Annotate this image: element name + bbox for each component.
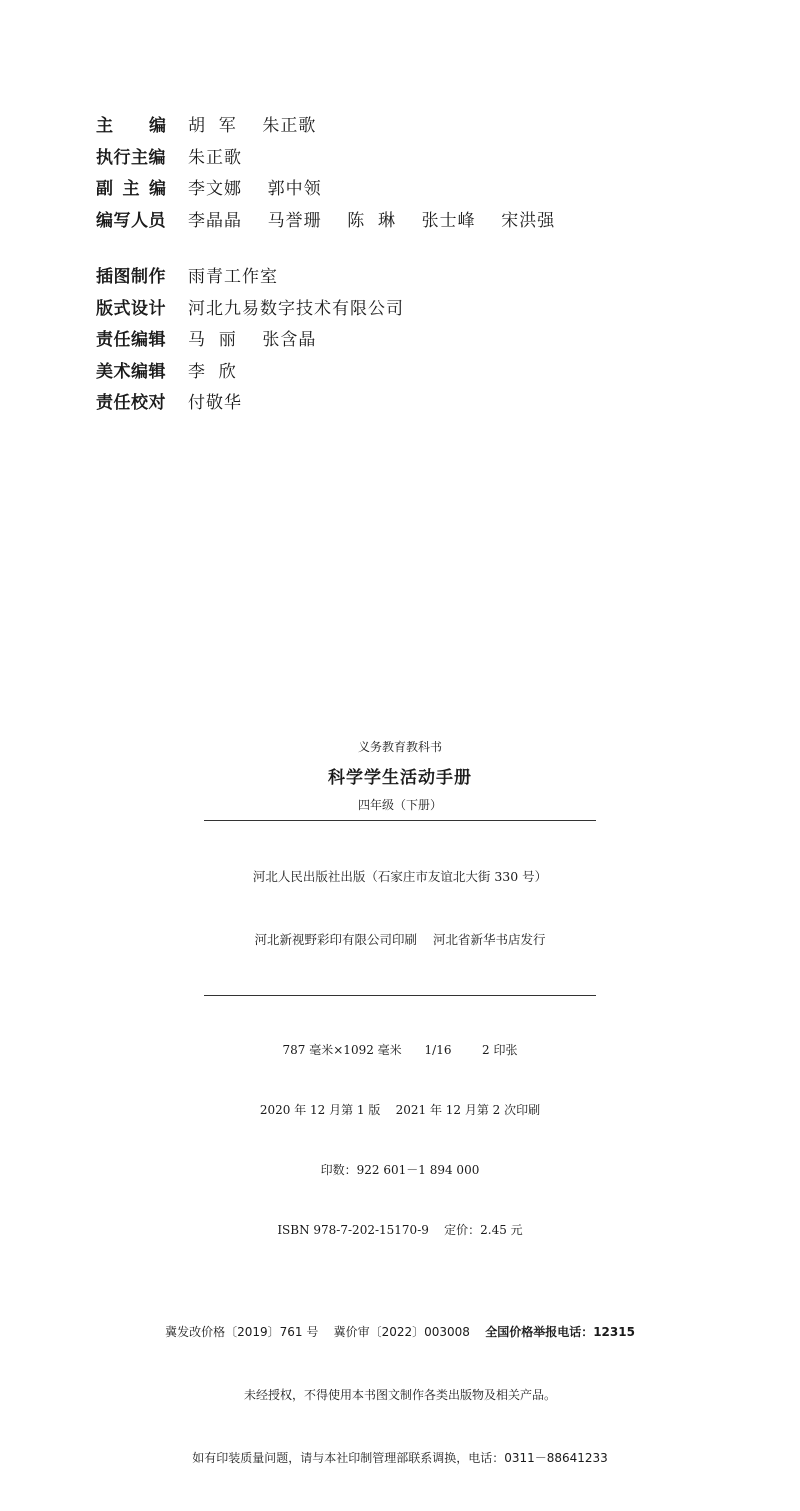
credit-row-executive-editor [96, 140, 555, 172]
credit-role: 执行主编 [96, 147, 166, 168]
credit-names: 李晶晶 马誉珊 陈 琳 张士峰 宋洪强 [188, 210, 556, 231]
publisher-info [0, 821, 800, 995]
credit-role: 插图制作 [96, 267, 166, 288]
credit-role-char: 主 [96, 116, 113, 137]
credit-names: 李 欣 [188, 361, 237, 382]
credit-row-art-editor [96, 354, 555, 386]
print-run-line: 印数：922 601－1 894 000 [320, 1163, 480, 1177]
price-hotline: 全国价格举报电话：12315 [485, 1325, 635, 1339]
isbn-price-line: ISBN 978-7-202-15170-9 定价：2.45 元 [277, 1223, 523, 1237]
credit-names: 马 丽 张含晶 [188, 330, 317, 351]
notices [0, 1280, 800, 1511]
publisher-line: 河北人民出版社出版（石家庄市友谊北大街 330 号） [252, 869, 548, 884]
quality-notice: 如有印装质量问题，请与本社印制管理部联系调换，电话：0311－88641233 [192, 1451, 608, 1465]
credit-row-writers [96, 203, 555, 235]
credits-block [96, 108, 555, 417]
credit-row-illustration [96, 259, 555, 291]
print-specs [0, 996, 800, 1280]
book-title: 科学学生活动手册 [328, 768, 472, 788]
edition-line: 2020 年 12 月第 1 版 2021 年 12 月第 2 次印刷 [259, 1103, 541, 1117]
credit-names: 雨青工作室 [188, 267, 278, 288]
credit-role: 责任编辑 [96, 330, 166, 351]
credit-role: 美术编辑 [96, 361, 166, 382]
credits-gap [96, 234, 555, 259]
colophon-block [0, 738, 800, 1511]
copyright-notice: 未经授权，不得使用本书图文制作各类出版物及相关产品。 [243, 1388, 556, 1402]
credit-row-chief-editor [96, 108, 555, 140]
credit-role: 版式设计 [96, 298, 166, 319]
price-approval: 冀发改价格〔2019〕761 号 冀价审〔2022〕003008 [165, 1325, 486, 1339]
credit-row-responsible-editor [96, 322, 555, 354]
credit-role-char: 编 [149, 116, 166, 137]
credit-role-char: 编 [149, 179, 166, 200]
credit-role: 编写人员 [96, 210, 166, 231]
credit-role [96, 174, 166, 199]
format-line: 787 毫米×1092 毫米 1/16 2 印张 [282, 1043, 518, 1057]
credit-role: 责任校对 [96, 393, 166, 414]
credit-names: 朱正歌 [188, 147, 242, 168]
credit-role-char: 主 [122, 179, 140, 200]
credit-row-deputy-editor [96, 171, 555, 203]
credit-row-layout-design [96, 291, 555, 323]
credit-role [96, 111, 166, 136]
credit-names: 李文娜 郭中领 [188, 179, 322, 200]
credit-role-char: 副 [96, 179, 113, 200]
credit-names: 胡 军 朱正歌 [188, 116, 317, 137]
credit-names: 付敬华 [188, 393, 242, 414]
credit-names: 河北九易数字技术有限公司 [188, 298, 404, 319]
grade-volume: 四年级（下册） [357, 798, 442, 812]
price-approval-line [0, 1322, 800, 1343]
credit-row-proofreader [96, 385, 555, 417]
printer-line: 河北新视野彩印有限公司印刷 河北省新华书店发行 [254, 932, 546, 947]
series-name: 义务教育教科书 [357, 740, 442, 754]
